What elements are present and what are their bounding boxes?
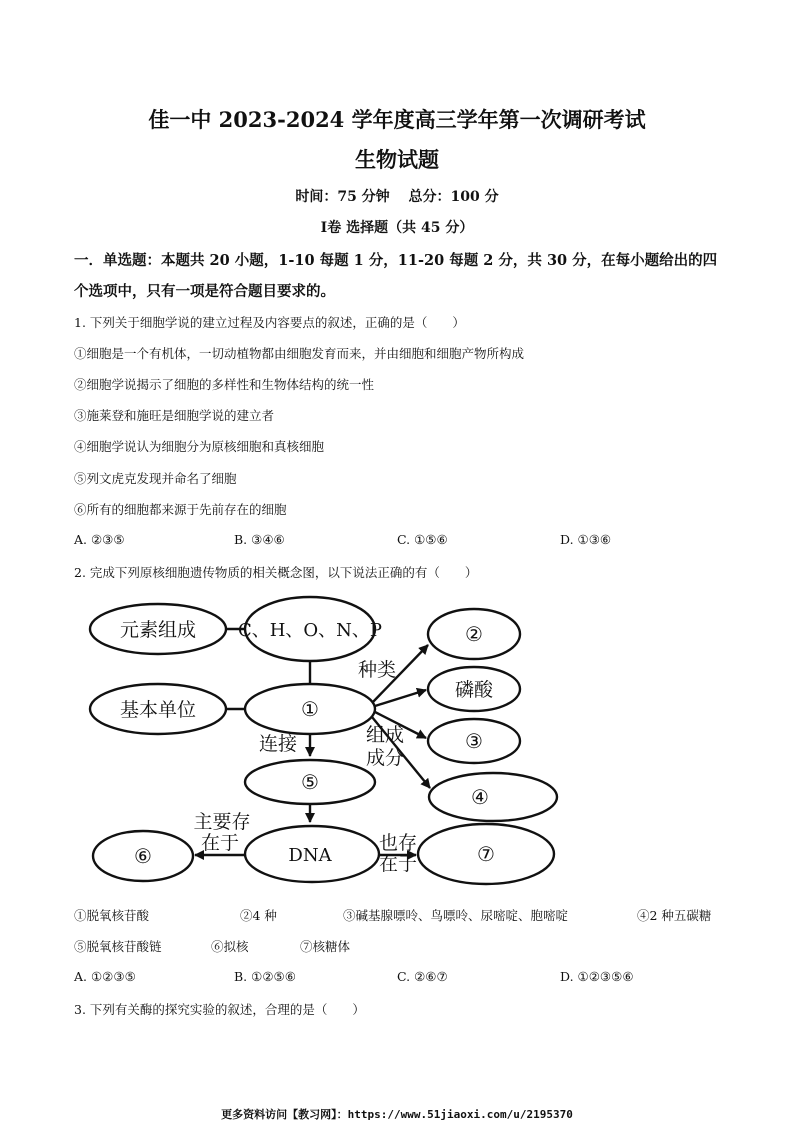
label-n5: ⑤	[301, 770, 319, 794]
q1-option-b: B. ③④⑥	[234, 532, 285, 547]
label-n3: ③	[465, 729, 483, 753]
q1-item: ⑥所有的细胞都来源于先前存在的细胞	[74, 502, 287, 517]
exam-title: 佳一中 2023-2024 学年度高三学年第一次调研考试	[148, 107, 646, 132]
label-basic-unit: 基本单位	[119, 699, 197, 721]
label-elements: 元素组成	[119, 619, 197, 641]
question-3-stem: 3. 下列有关酶的探究实验的叙述，合理的是（ ）	[74, 1002, 365, 1017]
q1-item: ⑤列文虎克发现并命名了细胞	[74, 471, 237, 486]
label-kinds: 种类	[357, 659, 397, 681]
section-instruction-line1: 一．单选题：本题共 20 小题，1-10 每题 1 分，11-20 每题 2 分，共 30 分，在每小题给出的四	[74, 252, 718, 269]
label-mainly1: 主要存	[193, 811, 251, 833]
label-dna: DNA	[288, 845, 332, 866]
question-1-stem: 1. 下列关于细胞学说的建立过程及内容要点的叙述，正确的是（ ）	[74, 315, 465, 330]
q2-statement: ④2 种五碳糖	[637, 908, 712, 923]
q2-option-d: D. ①②③⑤⑥	[560, 969, 634, 984]
label-n6: ⑥	[134, 844, 152, 868]
label-also1: 也存	[378, 832, 418, 854]
q1-item: ②细胞学说揭示了细胞的多样性和生物体结构的统一性	[74, 377, 375, 392]
part-heading: Ⅰ卷 选择题（共 45 分）	[320, 220, 474, 236]
label-also2: 在于	[378, 853, 418, 875]
label-connect: 连接	[258, 733, 298, 755]
q1-item: ①细胞是一个有机体，一切动植物都由细胞发育而来，并由细胞和细胞产物所构成	[74, 346, 525, 361]
q2-statement: ⑥拟核	[211, 939, 249, 954]
node-4	[429, 773, 557, 821]
exam-meta: 时间：75 分钟 总分：100 分	[295, 189, 499, 205]
footer-link[interactable]: 更多资料访问【教习网】：https://www.51jiaoxi.com/u/2195370	[221, 1108, 573, 1121]
label-n2: ②	[465, 622, 483, 646]
label-chnop: C、H、O、N、P	[237, 620, 383, 641]
q2-option-c: C. ②⑥⑦	[397, 969, 448, 984]
q2-statement: ⑦核糖体	[300, 939, 351, 954]
label-comp1: 组成	[365, 724, 405, 746]
q1-item: ④细胞学说认为细胞分为原核细胞和真核细胞	[74, 439, 325, 454]
question-2-stem: 2. 完成下列原核细胞遗传物质的相关概念图，以下说法正确的有（ ）	[74, 565, 478, 580]
label-comp2: 成分	[365, 747, 405, 769]
section-instruction-line2: 个选项中，只有一项是符合题目要求的。	[74, 283, 335, 300]
label-mainly2: 在于	[200, 832, 240, 854]
exam-subtitle: 生物试题	[355, 147, 439, 172]
q1-option-d: D. ①③⑥	[560, 532, 612, 547]
label-phosphate: 磷酸	[454, 679, 494, 701]
q1-option-a: A. ②③⑤	[74, 532, 125, 547]
label-n4: ④	[471, 785, 489, 809]
q2-option-a: A. ①②③⑤	[74, 969, 136, 984]
q1-item: ③施莱登和施旺是细胞学说的建立者	[74, 408, 275, 423]
concept-map-diagram	[0, 590, 794, 895]
q2-option-b: B. ①②⑤⑥	[234, 969, 296, 984]
label-n7: ⑦	[477, 842, 495, 866]
q2-statement: ①脱氧核苷酸	[74, 908, 150, 923]
q2-statement: ⑤脱氧核苷酸链	[74, 939, 162, 954]
q2-statement: ③碱基腺嘌呤、鸟嘌呤、尿嘧啶、胞嘧啶	[343, 908, 569, 923]
q1-option-c: C. ①⑤⑥	[397, 532, 448, 547]
q2-statement: ②4 种	[240, 908, 277, 923]
label-n1: ①	[301, 697, 319, 721]
